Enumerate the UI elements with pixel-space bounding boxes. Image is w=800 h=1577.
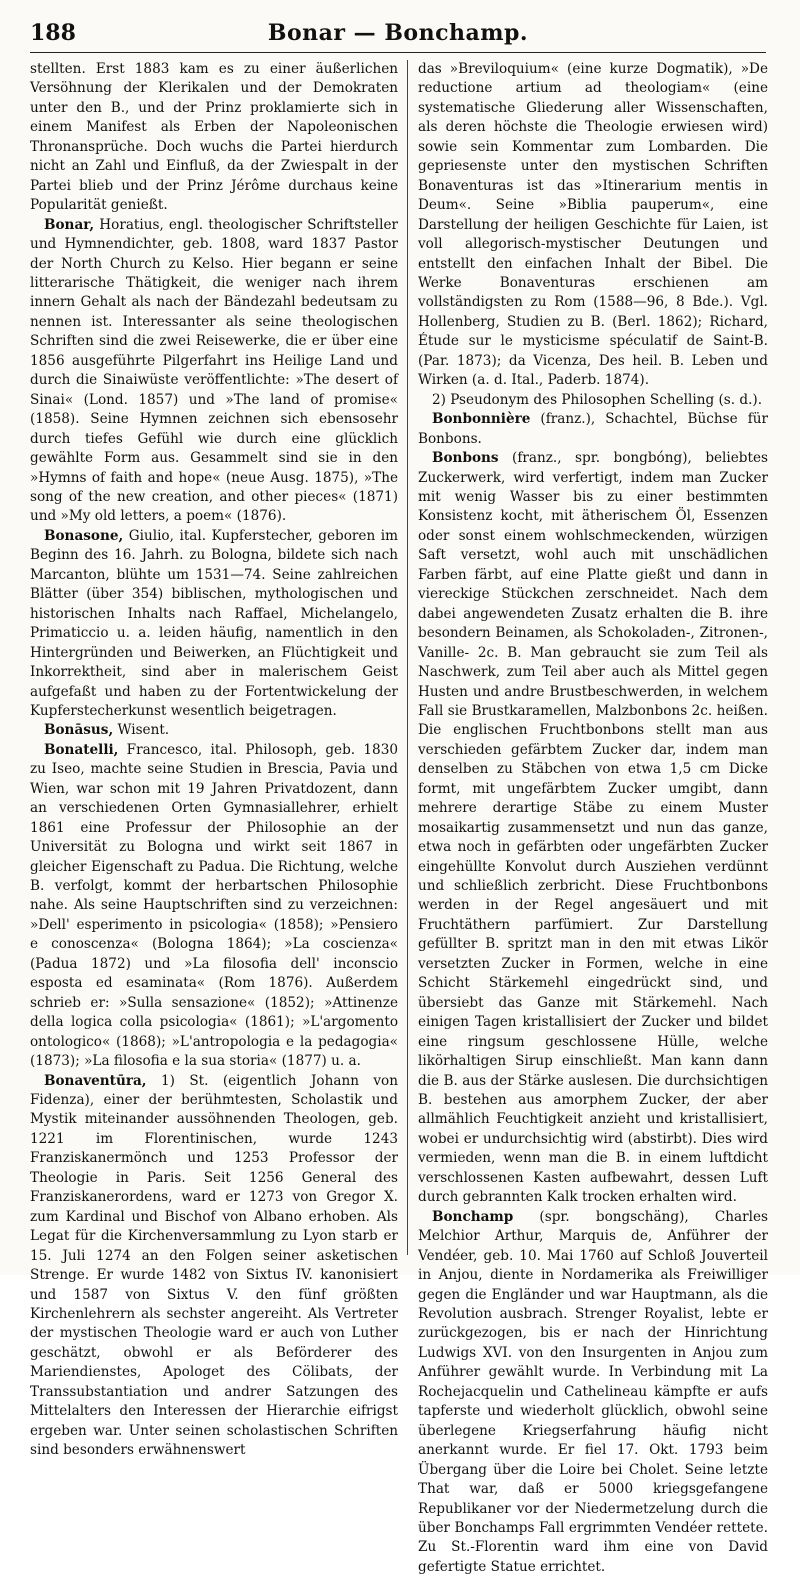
headword: Bonaventūra,: [44, 1072, 147, 1089]
entry-bonbonniere: [418, 410, 768, 449]
headword: Bonbonnière: [432, 411, 531, 428]
entry-text: (spr. bongschäng), Charles Melchior Arthur, Marquis de, Anführer der Vendéer, geb. 10. Mai 1760 auf Schloß Jouverteil in Anjou, diente in Nordamerika als Freiwilliger gegen die Engländer und war Hauptmann, als die Revolution ausbrach. Strenger Royalist, lebte er zurückgezogen, bis er nach der Hinrichtung Ludwigs XVI. von den Insurgenten in Anjou zum Anführer gewählt wurde. In Verbindung mit La Rochejacquelin und Cathelineau kämpfte er aufs tapferste und wiederholt glücklich, obwohl seine überlegene Kriegserfahrung häufig nicht anerkannt wurde. Er fiel 17. Okt. 1793 beim Übergang über die Loire bei Cholet. Seine letzte That war, daß er 5000 kriegsgefangene Republikaner vor der Niedermetzelung durch die über Bonchamps Fall ergrimmten Vendéer rettete. Zu St.-Florentin ward ihm eine von David gefertigte Statue errichtet.: [418, 1208, 768, 1575]
page-number: 188: [30, 20, 76, 46]
running-head: Bonar — Bonchamp.: [267, 20, 529, 46]
page-header: [30, 16, 766, 50]
headword: Bonbons: [432, 450, 499, 467]
entry-text: Francesco, ital. Philosoph, geb. 1830 zu Iseo, machte seine Studien in Brescia, Pavia und Wien, war schon mit 19 Jahren Privatdozent, dann an verschiedenen Orten Gymnasiallehrer, erhielt 1861 eine Professur der Philosophie an der Universität zu Bologna und wirkt seit 1867 in gleicher Eigenschaft zu Padua. Die Richtung, welche B. verfolgt, kommt der herbartschen Philosophie nahe. Als seine Hauptschriften sind zu verzeichnen: »Dell' esperimento in psicologia« (1858); »Pensiero e conoscenza« (Bologna 1864); »La coscienza« (Padua 1872) und »La filosofia dell' inconscio esposta ed esaminata« (Rom 1876). Außerdem schrieb er: »Sulla sensazione« (1852); »Attinenze della logica colla psicologia« (1861); »L'argomento ontologico« (1868); »L'antropologia e la pedagogia« (1873); »La filosofia e la sua storia« (1877) u. a.: [30, 741, 398, 1070]
entry-bonar: [30, 216, 398, 527]
entry-text: Wisent.: [113, 722, 170, 739]
entry-text: (franz.), Schachtel, Büchse für Bonbons.: [418, 411, 768, 447]
column-divider: [407, 60, 408, 1255]
right-continuation-text: das »Breviloquium« (eine kurze Dogmatik), »De reductione artium ad theologiam« (eine systematische Gliederung aller Wissenschaften, als deren höchste die Theologie erwiesen wird) sowie sein Kommentar zum Lombarden. Die gepriesenste unter den mystischen Schriften Bonaventuras ist das »Itinerarium mentis in Deum«. Seine »Biblia pauperum«, eine Darstellung der heiligen Geschichte für Laien, ist voll allegorisch-mystischer Deutungen und entstellt den einfachen Inhalt der Bibel. Die Werke Bonaventuras erschienen am vollständigsten zu Rom (1588—96, 8 Bde.). Vgl. Hollenberg, Studien zu B. (Berl. 1862); Richard, Étude sur le mysticisme spéculatif de Saint-B. (Par. 1873); da Vicenza, Des heil. B. Leben und Wirken (a. d. Ital., Paderb. 1874).: [418, 61, 768, 389]
entry-text: (franz., spr. bongbóng), beliebtes Zuckerwerk, wird verfertigt, indem man Zucker mit wenig Wasser bis zu einer bestimmten Konsistenz kocht, mit ätherischem Öl, Essenzen oder sonst einem wohlschmeckenden, würzigen Saft versetzt, wohl auch mit unschädlichen Farben färbt, auf eine Platte gießt und dann in viereckige Stückchen zerschneidet. Nach dem dabei angewendeten Zusatz erhalten die B. ihre besondern Beinamen, als Schokoladen-, Zitronen-, Vanille- 2c. B. Man gebraucht sie zum Teil als Naschwerk, zum Teil aber auch als Mittel gegen Husten und andre Brustbeschwerden, in welchem Fall sie Brustkaramellen, Malzbonbons 2c. heißen. Die englischen Fruchtbonbons stellt man aus verschieden gefärbtem Zucker dar, indem man denselben zu Stäbchen von etwa 1,5 cm Dicke formt, mit ungefärbtem Zucker umgibt, dann mehrere derartige Stäbe zu einem Muster mosaikartig zusammensetzt und nun das ganze, etwa noch in gefärbten oder ungefärbten Zucker eingehüllte Konvolut durch Ausziehen verdünnt und schließlich zerbricht. Diese Fruchtbonbons werden in der Regel angesäuert und mit Fruchtäthern parfümiert. Zur Darstellung gefüllter B. spritzt man in den mit etwas Likör versetzten Zucker in Formen, welche in eine Schicht Stärkemehl eingedrückt sind, und übersiebt das Ganze mit Stärkemehl. Nach einigen Tagen kristallisiert der Zucker und bildet eine ringsum geschlossene Hülle, welche likörhaltigen Sirup einschließt. Man kann dann die B. aus der Stärke auslesen. Die durchsichtigen B. bestehen aus amorphem Zucker, der aber allmählich Feuchtigkeit anzieht und kristallisiert, wobei er undurchsichtig wird (abstirbt). Dies wird vermieden, wenn man die B. in einem luftdicht verschlossenen Kasten aufbewahrt, dessen Luft durch gebrannten Kalk trocken erhalten wird.: [418, 450, 768, 1206]
entry-bonbons: [418, 449, 768, 1208]
left-column: [30, 60, 398, 1459]
right-column: [418, 60, 768, 1575]
header-rule: [30, 52, 766, 53]
headword: Bonatelli,: [44, 741, 119, 758]
entry-bonchamp: [418, 1208, 768, 1577]
sub-entry-bonaventura-2: 2) Pseudonym des Philosophen Schelling (s. d.).: [432, 391, 763, 408]
entry-text: 1) St. (eigentlich Johann von Fidenza), einer der berühmtesten, Scholastik und Mystik miteinander aussöhnenden Theologen, geb. 1221 im Florentinischen, wurde 1243 Franziskanermönch und 1253 Professor der Theologie in Paris. Seit 1256 General des Franziskanerordens, ward er 1273 von Gregor X. zum Kardinal und Bischof von Albano erhoben. Als Legat für die Kirchenversammlung zu Lyon starb er 15. Juli 1274 an den Folgen seiner asketischen Strenge. Er wurde 1482 von Sixtus IV. kanonisiert und 1587 von Sixtus V. den fünf größten Kirchenlehrern als sechster angereiht. Als Vertreter der mystischen Theologie ward er auch von Luther geschätzt, obwohl er als Beförderer des Mariendienstes, Apologet des Cölibats, der Transsubstantiation und andrer Satzungen des Mittelalters den Interessen der Hierarchie eifrigst ergeben war. Unter seinen scholastischen Schriften sind besonders erwähnenswert: [30, 1072, 398, 1459]
left-continuation-text: stellten. Erst 1883 kam es zu einer äußerlichen Versöhnung der Klerikalen und der Demokraten unter den B., und der Prinz proklamierte sich in einem Manifest als Erben der Napoleonischen Thronansprüche. Doch wuchs die Partei hierdurch nicht an Zahl und Einfluß, da der Zwiespalt in der Partei blieb und der Prinz Jérôme durchaus keine Popularität genießt.: [30, 61, 398, 214]
entry-bonasone: [30, 527, 398, 722]
headword: Bonar,: [44, 216, 95, 233]
headword: Bonasone,: [44, 527, 124, 544]
entry-bonasus: [30, 721, 398, 740]
headword: Bonāsus,: [44, 722, 114, 739]
entry-text: Giulio, ital. Kupferstecher, geboren im Beginn des 16. Jahrh. zu Bologna, bildete sich nach Marcanton, blühte um 1531—74. Seine zahlreichen Blätter (über 354) biblischen, mythologischen und historischen Inhalts nach Raffael, Michelangelo, Primaticcio u. a. leiden häufig, namentlich in den Hintergründen und Beiwerken, an Flüchtigkeit und Inkorrektheit, sind aber in malerischem Geist aufgefaßt und haben zu der Fortentwickelung der Kupferstecherkunst wesentlich beigetragen.: [30, 527, 398, 719]
entry-bonatelli: [30, 741, 398, 1072]
entry-text: Horatius, engl. theologischer Schriftsteller und Hymnendichter, geb. 1808, ward 1837 Pastor der North Church zu Kelso. Hier begann er seine litterarische Thätigkeit, die weniger nach ihrem innern Gehalt als nach der Bändezahl bedeutsam zu nennen ist. Interessanter als seine theologischen Schriften sind die zwei Reisewerke, die er über eine 1856 ausgeführte Pilgerfahrt ins Heilige Land und durch die Sinaiwüste veröffentlichte: »The desert of Sinai« (Lond. 1857) und »The land of promise« (1858). Seine Hymnen zeichnen sich ebensosehr durch tiefes Gefühl wie durch eine glücklich gewählte Form aus. Gesammelt sind sie in den »Hymns of faith and hope« (neue Ausg. 1875), »The song of the new creation, and other pieces« (1871) und »My old letters, a poem« (1876).: [30, 216, 398, 525]
entry-bonaventura: [30, 1072, 398, 1461]
headword: Bonchamp: [432, 1208, 514, 1225]
